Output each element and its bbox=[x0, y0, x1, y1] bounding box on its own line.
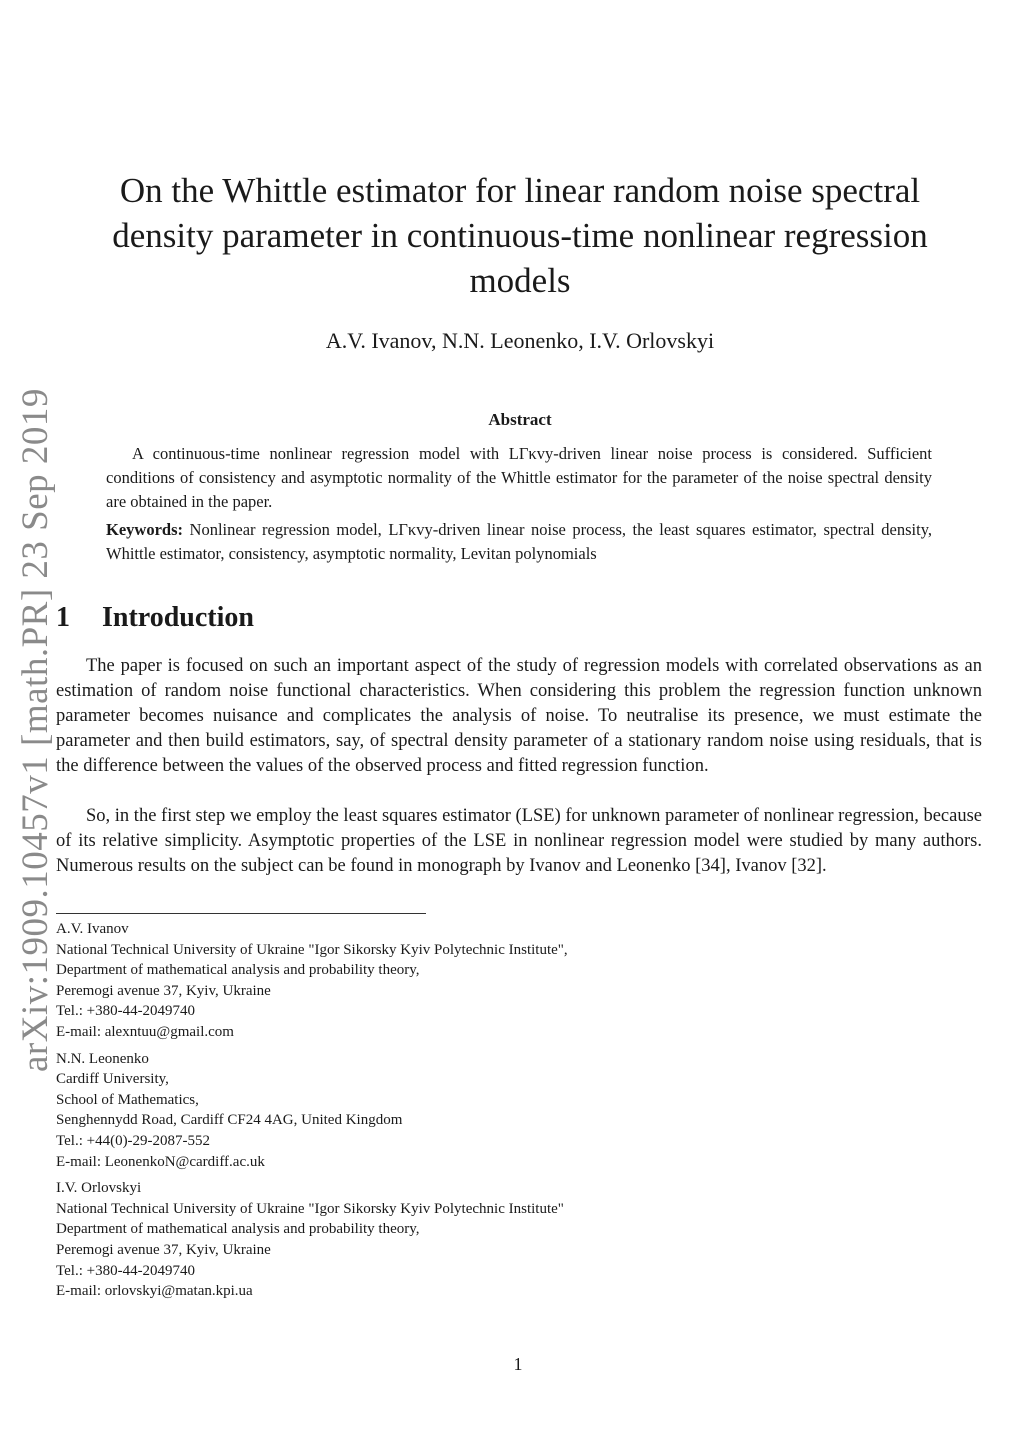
affiliation-line: National Technical University of Ukraine "Igor Sikorsky Kyiv Polytechnic Institute" bbox=[56, 1200, 564, 1217]
affiliation-line: Peremogi avenue 37, Kyiv, Ukraine bbox=[56, 982, 271, 999]
affiliation-line: National Technical University of Ukraine "Igor Sikorsky Kyiv Polytechnic Institute", bbox=[56, 941, 568, 958]
section-heading bbox=[56, 598, 656, 638]
abstract-heading: Abstract bbox=[488, 410, 552, 429]
author-list: A.V. Ivanov, N.N. Leonenko, I.V. Orlovskyi bbox=[325, 328, 715, 353]
affiliation-line: A.V. Ivanov bbox=[56, 921, 129, 937]
affiliation-line: Department of mathematical analysis and probability theory, bbox=[56, 1221, 420, 1238]
section-title: Introduction bbox=[102, 602, 254, 633]
affiliation-line: Department of mathematical analysis and probability theory, bbox=[56, 962, 420, 979]
page-number: 1 bbox=[513, 1354, 523, 1374]
arxiv-identifier-stamp: arXiv:1909.10457v1 [math.PR] 23 Sep 2019 bbox=[15, 388, 56, 1072]
affiliation-line: E-mail: alexntuu@gmail.com bbox=[56, 1023, 234, 1040]
affiliation-line: School of Mathematics, bbox=[56, 1091, 199, 1108]
affiliation-line: Tel.: +380-44-2049740 bbox=[56, 1262, 196, 1279]
affiliation-block bbox=[56, 1049, 816, 1173]
intro-paragraph: The paper is focused on such an important aspect of the study of regression models with correlated observations as an estimation of random noise functional characteristics. When considering this problem the regression function unknown parameter becomes nuisance and complicates the analysis of noise. To neutralise its presence, we must estimate the parameter and then build estimators, say, of spectral density parameter of a stationary random noise using residuals, that is the difference between the values of the observed process and fitted regression function. bbox=[56, 656, 982, 776]
affiliation-line: E-mail: orlovskyi@matan.kpi.ua bbox=[56, 1283, 253, 1300]
affiliation-line: Peremogi avenue 37, Kyiv, Ukraine bbox=[56, 1241, 271, 1258]
keywords-label: Keywords: bbox=[106, 520, 183, 539]
affiliation-line: Tel.: +44(0)-29-2087-552 bbox=[56, 1132, 211, 1149]
affiliation-block bbox=[56, 919, 816, 1043]
section-number: 1 bbox=[56, 602, 70, 633]
affiliation-block bbox=[56, 1178, 816, 1302]
affiliation-line: N.N. Leonenko bbox=[56, 1050, 149, 1067]
affiliation-line: E-mail: LeonenkoN@cardiff.ac.uk bbox=[56, 1153, 265, 1170]
keywords bbox=[106, 518, 932, 566]
author-affiliations bbox=[56, 919, 816, 1308]
abstract-body: A continuous-time nonlinear regression model with LΓκvy-driven linear noise process is considered. Sufficient conditions of consistency and asymptotic normality of the Whittle estimator for the parameter of the noise spectral density are obtained in the paper. bbox=[106, 444, 932, 511]
keywords-text: Nonlinear regression model, LΓκvy-driven linear noise process, the least squares estimator, spectral density, Whittle estimator, consistency, asymptotic normality, Levitan polynomials bbox=[106, 520, 933, 563]
intro-paragraph: So, in the first step we employ the least squares estimator (LSE) for unknown parameter of nonlinear regression, because of its relative simplicity. Asymptotic properties of the LSE in nonlinear regression model were studied by many authors. Numerous results on the subject can be found in monograph by Ivanov and Leonenko [34], Ivanov [32]. bbox=[56, 806, 982, 876]
affiliation-line: Senghennydd Road, Cardiff CF24 4AG, United Kingdom bbox=[56, 1112, 403, 1129]
footnote-divider bbox=[56, 913, 426, 914]
paper-title: On the Whittle estimator for linear random noise spectral density parameter in continuous-time nonlinear regression models bbox=[112, 171, 928, 300]
affiliation-line: Cardiff University, bbox=[56, 1071, 169, 1088]
affiliation-line: I.V. Orlovskyi bbox=[56, 1180, 142, 1197]
affiliation-line: Tel.: +380-44-2049740 bbox=[56, 1003, 196, 1020]
